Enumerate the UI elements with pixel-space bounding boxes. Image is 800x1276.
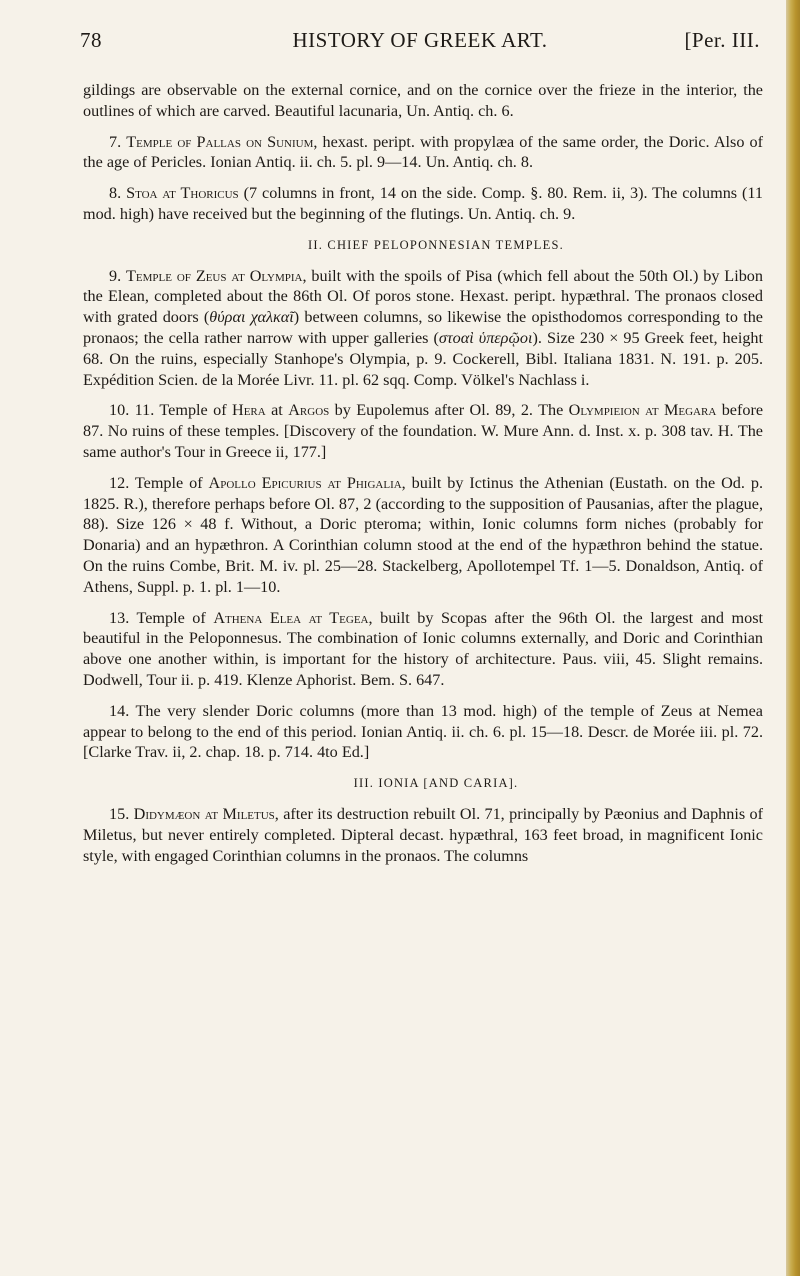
running-title: HISTORY OF GREEK ART. — [292, 28, 548, 52]
entry-13-name: Athena Elea at Tegea, — [213, 608, 373, 627]
entry-12: 12. Temple of Apollo Epicurius at Phigalia, built by Ictinus the Athenian (Eustath. on the Od. p. 1825. R.), therefore perhaps before Ol. 87, 2 (according to the supposition of Pausanias, after the plague, 88). Size 126 × 48 f. Without, a Doric pteroma; within, Ionic columns form niches (probably for Donaria) and an hypæthron. A Corinthian column stood at the end of the hypæthron behind the statue. On the ruins Combe, Brit. M. iv. pl. 25—28. Stackelberg, Apollotempel Tf. 1—5. Donaldson, Antiq. of Athens, Suppl. p. 1. pl. 1—10. — [83, 473, 763, 596]
entry-9-name: Temple of Zeus at Olympia, — [126, 266, 307, 285]
section-heading-peloponnesian: II. CHIEF PELOPONNESIAN TEMPLES. — [308, 237, 564, 252]
body-text — [83, 80, 763, 876]
greek-phrase: θύραι χαλκαῖ — [209, 308, 294, 327]
page-number: 78 — [80, 28, 102, 52]
entry-14: 14. The very slender Doric columns (more than 13 mod. high) of the temple of Zeus at Nemea appear to belong to the end of this period. Ionian Antiq. ii. ch. 6. pl. 15—18. Descr. de Morée iii. pl. 72. [Clarke Trav. ii, 2. chap. 18. p. 714. 4to Ed.] — [83, 701, 763, 762]
entry-12-name: Apollo Epicurius at Phigalia, — [208, 473, 406, 492]
entry-8: 8. Stoa at Thoricus (7 columns in front, 14 on the side. Comp. §. 80. Rem. ii, 3). The columns (11 mod. high) have received but the beginning of the flutings. Un. Antiq. ch. 9. — [83, 184, 764, 223]
section-heading-ionia: III. IONIA [AND CARIA]. — [353, 776, 519, 791]
period-label: [Per. III. — [684, 28, 760, 52]
entry-15-name: Didymæon at Miletus, — [133, 804, 279, 823]
entry-9: 9. Temple of Zeus at Olympia, built with the spoils of Pisa (which fell about the 50th Ol.) by Libon the Elean, completed about the 86th Ol. Of poros stone. Hexast. peript. hypæthral. The pronaos closed with grated doors (θύραι χαλκαῖ) between columns, so likewise the opisthodomos corresponding to the pronaos; the cella rather narrow with upper galleries (στοαὶ ὑπερῷοι). Size 230 × 95 Greek feet, height 68. On the ruins, especially Stanhope's Olympia, p. 9. Cockerell, Bibl. Italiana 1831. N. 191. p. 205. Expédition Scien. de la Morée Livr. 11. pl. 62 sqq. Comp. Völkel's Nachlass i. — [83, 266, 763, 389]
running-header — [80, 28, 760, 56]
greek-phrase: στοαὶ ὑπερῷοι — [438, 328, 533, 347]
entry-7: 7. Temple of Pallas on Sunium, hexast. peript. with propylæa of the same order, the Doric. Also of the age of Pericles. Ionian Antiq. ii. ch. 5. pl. 9—14. Un. Antiq. ch. 8. — [83, 132, 764, 172]
entry-13: 13. Temple of Athena Elea at Tegea, built by Scopas after the 96th Ol. the largest and most beautiful in the Peloponnesus. The combination of Ionic columns externally, and Doric and Corinthian above one another within, is important for the history of architecture. Paus. viii, 45. Slight remains. Dodwell, Tour ii. p. 419. Klenze Aphorist. Bem. S. 647. — [83, 608, 764, 689]
paragraph-continued: gildings are observable on the external cornice, and on the cornice over the frieze in the interior, the outlines of which are carved. Beautiful lacunaria, Un. Antiq. ch. 6. — [83, 81, 763, 120]
entry-10-11: 10. 11. Temple of Hera at Argos by Eupolemus after Ol. 89, 2. The Olympieion at Megara before 87. No ruins of these temples. [Discovery of the foundation. W. Mure Ann. d. Inst. x. p. 308 tav. H. The same author's Tour in Greece ii, 177.] — [83, 401, 764, 461]
entry-7-name: Temple of Pallas on Sunium, — [126, 132, 318, 151]
entry-15: 15. Didymæon at Miletus, after its destruction rebuilt Ol. 71, principally by Pæonius and Daphnis of Miletus, but never entirely completed. Dipteral decast. hypæthral, 163 feet broad, in magnificent Ionic style, with engaged Corinthian columns in the pronaos. The columns — [83, 804, 764, 865]
entry-8-name: Stoa at Thoricus — [126, 184, 239, 203]
gilt-page-edge — [786, 0, 800, 1276]
